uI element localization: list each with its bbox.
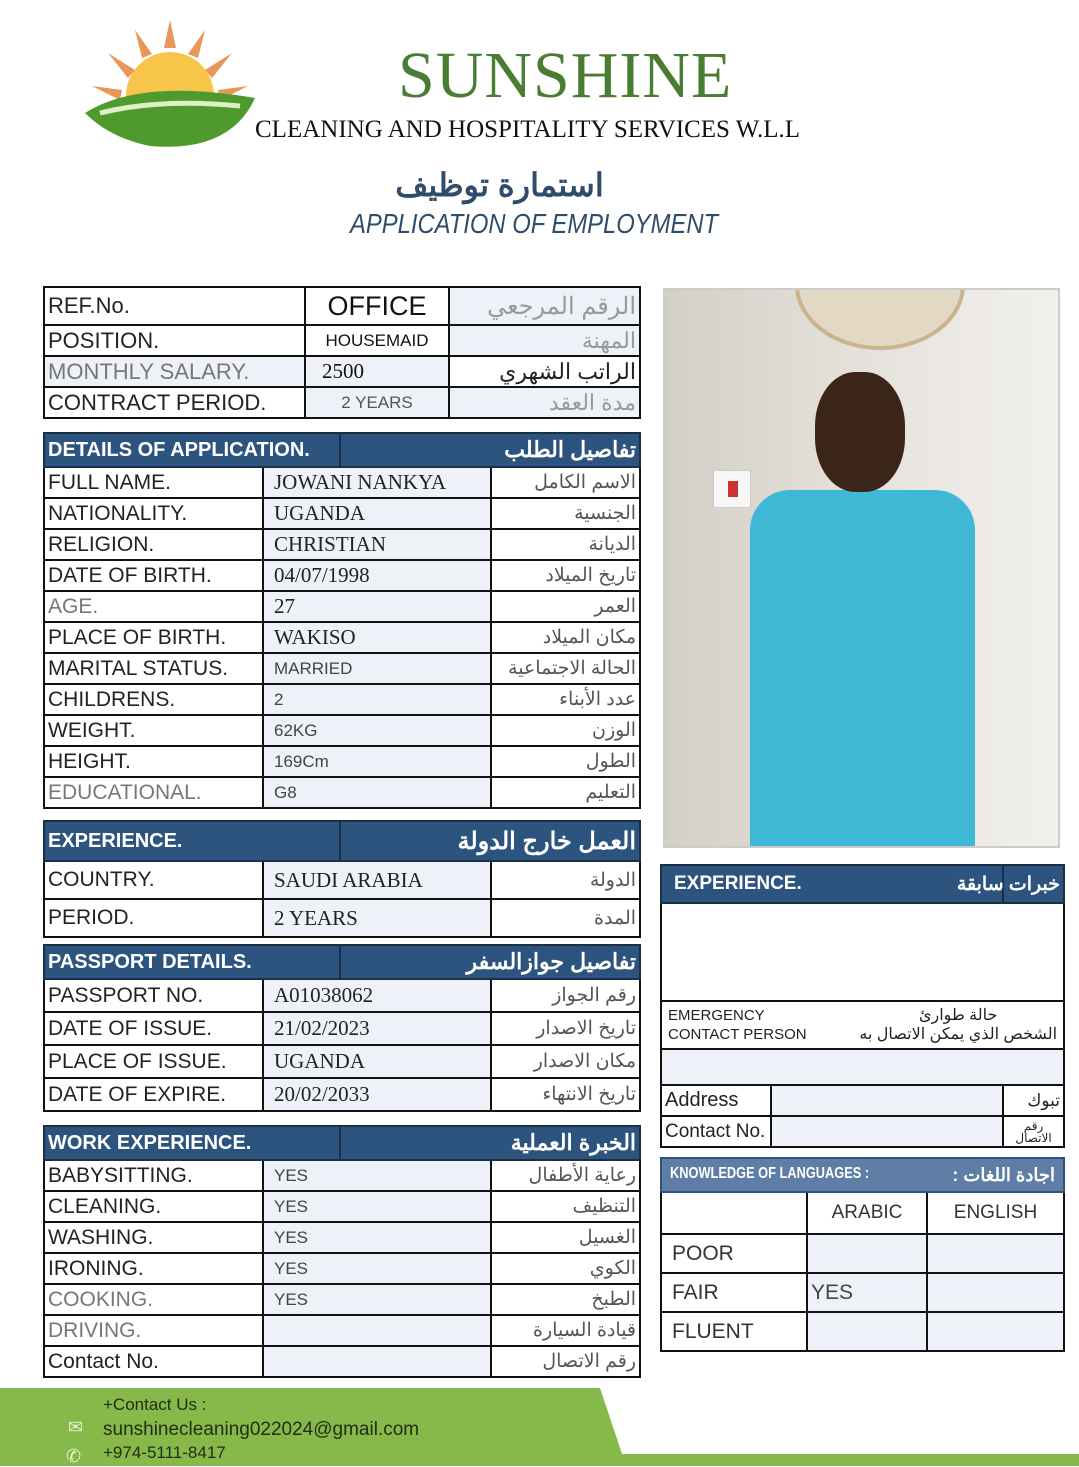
- table-row: [44, 529, 640, 560]
- row-label-ar: مكان الاصدار: [491, 1045, 640, 1078]
- emergency-label-en: EMERGENCY CONTACT PERSON: [668, 1007, 807, 1043]
- header-en: EXPERIENCE.: [661, 865, 1003, 903]
- header-en: KNOWLEDGE OF LANGUAGES :: [670, 1164, 870, 1182]
- uniform: [750, 490, 975, 848]
- row-label-ar: الطول: [491, 746, 640, 777]
- row-label-ar: الطبخ: [491, 1284, 640, 1315]
- row-label-ar: رقم الاتصال: [491, 1346, 640, 1377]
- header-ar: تفاصيل جوازالسفر: [340, 945, 640, 979]
- lang-arabic[interactable]: [807, 1312, 927, 1351]
- header-ar: اجادة اللغات :: [952, 1164, 1055, 1185]
- row-value[interactable]: A01038062: [263, 979, 491, 1012]
- row-label-ar: تاريخ الانتهاء: [491, 1078, 640, 1111]
- row-label: EDUCATIONAL.: [44, 777, 263, 808]
- lang-english[interactable]: [927, 1273, 1064, 1312]
- row-label: COUNTRY.: [44, 861, 263, 899]
- applicant-photo: [663, 288, 1060, 848]
- row-label-ar: الغسيل: [491, 1222, 640, 1253]
- email-link[interactable]: sunshinecleaning022024@gmail.com: [103, 1419, 420, 1440]
- lang-english[interactable]: [927, 1234, 1064, 1273]
- row-label-ar: قيادة السيارة: [491, 1315, 640, 1346]
- row-value[interactable]: UGANDA: [263, 1045, 491, 1078]
- row-label-ar: الجنسية: [491, 498, 640, 529]
- row-value[interactable]: UGANDA: [263, 498, 491, 529]
- email-icon: ✉: [68, 1417, 84, 1437]
- header-ar: تفاصيل الطلب: [340, 433, 640, 467]
- phone-icon: ✆: [66, 1446, 82, 1466]
- row-ref: [44, 287, 640, 325]
- footer-white-panel: [598, 1382, 1079, 1454]
- table-row: [44, 1346, 640, 1377]
- row-value[interactable]: YES: [263, 1160, 491, 1191]
- table-row: [44, 684, 640, 715]
- row-label: CHILDRENS.: [44, 684, 263, 715]
- passport-header: [44, 945, 640, 979]
- emergency-contact-field[interactable]: [661, 1049, 1064, 1085]
- brand-name: SUNSHINE: [398, 39, 733, 112]
- label: POSITION.: [44, 325, 305, 356]
- row-value[interactable]: SAUDI ARABIA: [263, 861, 491, 899]
- right-exp-header: [661, 865, 1064, 903]
- row-label: Contact No.: [44, 1346, 263, 1377]
- table-row: [44, 591, 640, 622]
- row-label-ar: رقم الجواز: [491, 979, 640, 1012]
- row-label-ar: التنظيف: [491, 1191, 640, 1222]
- row-label-ar: الاسم الكامل: [491, 467, 640, 498]
- row-label: PLACE OF BIRTH.: [44, 622, 263, 653]
- row-label: IRONING.: [44, 1253, 263, 1284]
- emergency-name-row: [661, 1049, 1064, 1085]
- row-label: MARITAL STATUS.: [44, 653, 263, 684]
- row-label-ar: الحالة الاجتماعية: [491, 653, 640, 684]
- language-row: [661, 1273, 1064, 1312]
- address-label: Address: [661, 1085, 771, 1116]
- row-position: [44, 325, 640, 356]
- label-ar: المهنة: [449, 325, 640, 356]
- row-value[interactable]: 20/02/2033: [263, 1078, 491, 1111]
- row-label: HEIGHT.: [44, 746, 263, 777]
- row-value[interactable]: YES: [263, 1191, 491, 1222]
- title-english: APPLICATION OF EMPLOYMENT: [350, 208, 719, 239]
- header-en: PASSPORT DETAILS.: [44, 945, 340, 979]
- languages-columns: [661, 1192, 1064, 1234]
- contact-row: [661, 1116, 1064, 1147]
- row-value[interactable]: 2: [263, 684, 491, 715]
- details-header: [44, 433, 640, 467]
- row-value[interactable]: JOWANI NANKYA: [263, 467, 491, 498]
- address-field[interactable]: [771, 1085, 1003, 1116]
- row-label: CLEANING.: [44, 1191, 263, 1222]
- row-value[interactable]: YES: [263, 1284, 491, 1315]
- table-row: [44, 622, 640, 653]
- wall-switch: [713, 470, 751, 508]
- table-row: [44, 746, 640, 777]
- row-value[interactable]: CHRISTIAN: [263, 529, 491, 560]
- header-ar: العمل خارج الدولة: [340, 821, 640, 861]
- value: 2 YEARS: [305, 387, 449, 418]
- value: HOUSEMAID: [305, 325, 449, 356]
- table-row: [44, 1160, 640, 1191]
- contact-label: Contact No.: [661, 1116, 771, 1147]
- row-label-ar: رعاية الأطفال: [491, 1160, 640, 1191]
- table-row: [44, 653, 640, 684]
- table-row: [44, 777, 640, 808]
- label: CONTRACT PERIOD.: [44, 387, 305, 418]
- value: OFFICE: [305, 287, 449, 325]
- row-label: BABYSITTING.: [44, 1160, 263, 1191]
- row-label: FULL NAME.: [44, 467, 263, 498]
- row-value[interactable]: 04/07/1998: [263, 560, 491, 591]
- col-arabic: ARABIC: [807, 1192, 927, 1234]
- row-salary: [44, 356, 640, 387]
- previous-experience-table: [660, 864, 1065, 1148]
- row-value[interactable]: G8: [263, 777, 491, 808]
- row-label: PERIOD.: [44, 899, 263, 937]
- previous-experience-body: [661, 903, 1064, 1001]
- row-label: DATE OF ISSUE.: [44, 1012, 263, 1045]
- table-row: [44, 1222, 640, 1253]
- row-label: DRIVING.: [44, 1315, 263, 1346]
- header-ar: خبرات سابقة: [1003, 865, 1064, 903]
- address-label-ar: تبوك: [1003, 1085, 1064, 1116]
- lang-arabic[interactable]: [807, 1234, 927, 1273]
- label-ar: الرقم المرجعي: [449, 287, 640, 325]
- experience-header: [44, 821, 640, 861]
- header-ar: الخبرة العملية: [340, 1126, 640, 1160]
- row-value[interactable]: 27: [263, 591, 491, 622]
- row-label: AGE.: [44, 591, 263, 622]
- row-value[interactable]: 169Cm: [263, 746, 491, 777]
- table-row: [44, 899, 640, 937]
- address-row: [661, 1085, 1064, 1116]
- position-table: [43, 286, 641, 419]
- row-label-ar: التعليم: [491, 777, 640, 808]
- table-row: [44, 979, 640, 1012]
- col-english: ENGLISH: [927, 1192, 1064, 1234]
- languages-header: [661, 1158, 1064, 1192]
- details-table: [43, 432, 641, 809]
- label-ar: مدة العقد: [449, 387, 640, 418]
- row-label-ar: تاريخ الاصدار: [491, 1012, 640, 1045]
- row-label-ar: الكوي: [491, 1253, 640, 1284]
- language-row: [661, 1234, 1064, 1273]
- table-row: [44, 861, 640, 899]
- company-subtitle: CLEANING AND HOSPITALITY SERVICES W.L.L: [255, 116, 801, 143]
- row-value[interactable]: 62KG: [263, 715, 491, 746]
- row-label-ar: مكان الميلاد: [491, 622, 640, 653]
- lang-arabic[interactable]: YES: [807, 1273, 927, 1312]
- header-en: EXPERIENCE.: [44, 821, 340, 861]
- table-row: [44, 560, 640, 591]
- row-label: DATE OF BIRTH.: [44, 560, 263, 591]
- phone-number: +974-5111-8417: [103, 1443, 226, 1462]
- table-row: [44, 1315, 640, 1346]
- table-row: [44, 1253, 640, 1284]
- row-label: PLACE OF ISSUE.: [44, 1045, 263, 1078]
- row-label-ar: الوزن: [491, 715, 640, 746]
- work-header: [44, 1126, 640, 1160]
- label: REF.No.: [44, 287, 305, 325]
- passport-table: [43, 944, 641, 1112]
- label-ar: الراتب الشهري: [449, 356, 640, 387]
- row-contract: [44, 387, 640, 418]
- lang-level: FLUENT: [661, 1312, 807, 1351]
- languages-table: [660, 1157, 1065, 1352]
- row-value[interactable]: [263, 1315, 491, 1346]
- table-row: [44, 1078, 640, 1111]
- table-row: [44, 715, 640, 746]
- row-label-ar: الديانة: [491, 529, 640, 560]
- row-label-ar: الدولة: [491, 861, 640, 899]
- contact-us-label: +Contact Us :: [103, 1395, 207, 1414]
- company-logo: [80, 18, 260, 153]
- row-value[interactable]: MARRIED: [263, 653, 491, 684]
- lang-level: POOR: [661, 1234, 807, 1273]
- contact-label-ar: رقم الاتصال: [1003, 1116, 1064, 1147]
- previous-experience-field[interactable]: [661, 903, 1064, 1001]
- table-row: [44, 1191, 640, 1222]
- row-label-ar: عدد الأبناء: [491, 684, 640, 715]
- header-en: DETAILS OF APPLICATION.: [44, 433, 340, 467]
- row-value[interactable]: WAKISO: [263, 622, 491, 653]
- label: MONTHLY SALARY.: [44, 356, 305, 387]
- experience-table: [43, 820, 641, 938]
- row-value[interactable]: [263, 1346, 491, 1377]
- row-label: DATE OF EXPIRE.: [44, 1078, 263, 1111]
- row-label: WEIGHT.: [44, 715, 263, 746]
- table-row: [44, 1012, 640, 1045]
- emergency-label-row: [661, 1001, 1064, 1049]
- work-experience-table: [43, 1125, 641, 1378]
- table-row: [44, 1284, 640, 1315]
- contact-field[interactable]: [771, 1116, 1003, 1147]
- language-row: [661, 1312, 1064, 1351]
- row-label-ar: تاريخ الميلاد: [491, 560, 640, 591]
- row-label-ar: العمر: [491, 591, 640, 622]
- row-value[interactable]: 2 YEARS: [263, 899, 491, 937]
- table-row: [44, 467, 640, 498]
- row-value[interactable]: YES: [263, 1253, 491, 1284]
- row-label: RELIGION.: [44, 529, 263, 560]
- row-label: NATIONALITY.: [44, 498, 263, 529]
- emergency-label-ar: حالة طوارئ الشخص الذي يمكن الاتصال به: [859, 1007, 1058, 1043]
- table-row: [44, 1045, 640, 1078]
- lang-level: FAIR: [661, 1273, 807, 1312]
- value: 2500: [305, 356, 449, 387]
- title-arabic: استمارة توظيف: [395, 167, 604, 203]
- row-value[interactable]: 21/02/2023: [263, 1012, 491, 1045]
- applicant-face: [815, 372, 905, 492]
- clock-icon: [795, 288, 965, 350]
- row-value[interactable]: YES: [263, 1222, 491, 1253]
- header-en: WORK EXPERIENCE.: [44, 1126, 340, 1160]
- row-label: WASHING.: [44, 1222, 263, 1253]
- row-label-ar: المدة: [491, 899, 640, 937]
- row-label: PASSPORT NO.: [44, 979, 263, 1012]
- row-label: COOKING.: [44, 1284, 263, 1315]
- table-row: [44, 498, 640, 529]
- lang-english[interactable]: [927, 1312, 1064, 1351]
